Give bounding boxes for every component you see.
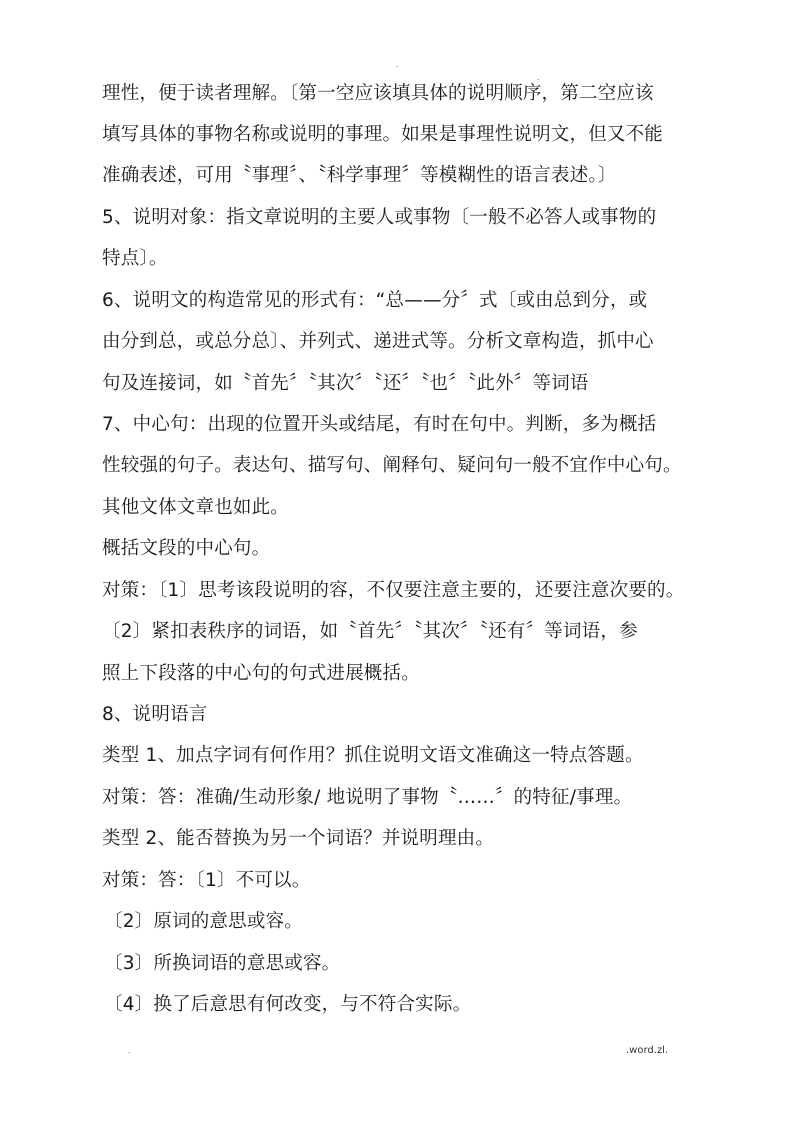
header-dot-right: .	[537, 73, 540, 82]
footer-dot: .	[128, 1046, 131, 1055]
text-line: 句及连接词，如〝首先〞〝其次〞〝还〞〝也〞〝此外〞等词语	[102, 373, 589, 394]
text-line: 〔2〕紧扣表秩序的词语，如〝首先〞〝其次〞〝还有〞等词语，参	[102, 621, 638, 642]
text-line: 5、说明对象：指文章说明的主要人或事物〔一般不必答人或事物的	[102, 207, 657, 228]
text-line: 7、中心句：出现的位置开头或结尾，有时在句中。判断，多为概括	[102, 414, 657, 435]
text-line: 由分到总，或总分总〕、并列式、递进式等。分析文章构造，抓中心	[102, 331, 654, 352]
text-line: 类型 2、能否替换为另一个词语？并说明理由。	[102, 828, 495, 849]
text-line: 8、说明语言	[102, 704, 208, 725]
text-line: 照上下段落的中心句的句式进展概括。	[102, 663, 420, 684]
text-line: 性较强的句子。表达句、描写句、阐释句、疑问句一般不宜作中心句。	[102, 455, 682, 476]
text-line: 6、说明文的构造常见的形式有：“总——分〞式〔或由总到分，或	[102, 290, 648, 311]
text-line: 类型 1、加点字词有何作用？抓住说明文语文准确这一特点答题。	[102, 745, 644, 766]
text-line: 其他文体文章也如此。	[102, 497, 290, 518]
footer-label: .word.zl.	[626, 1045, 669, 1056]
text-line: 对策：〔1〕思考该段说明的容，不仅要注意主要的，还要注意次要的。	[102, 580, 685, 601]
text-line: 对策：答：〔1〕不可以。	[102, 870, 311, 891]
header-dot-left: .	[396, 60, 399, 69]
text-line: 理性，便于读者理解。〔第一空应该填具体的说明顺序，第二空应该	[102, 83, 654, 104]
text-line: 特点〕。	[102, 248, 168, 269]
text-line: 〔2〕原词的意思或容。	[104, 911, 303, 932]
text-line: 对策：答：准确/生动形象/ 地说明了事物〝……〞的特征/事理。	[102, 787, 633, 808]
text-line: 〔4〕换了后意思有何改变，与不符合实际。	[104, 994, 472, 1015]
text-line: 准确表述，可用〝事理〞、〝科学事理〞等模糊性的语言表述。〕	[102, 165, 617, 186]
text-line: 概括文段的中心句。	[102, 538, 271, 559]
text-line: 〔3〕所换词语的意思或容。	[104, 953, 341, 974]
text-line: 填写具体的事物名称或说明的事理。如果是事理性说明文，但又不能	[102, 124, 664, 145]
